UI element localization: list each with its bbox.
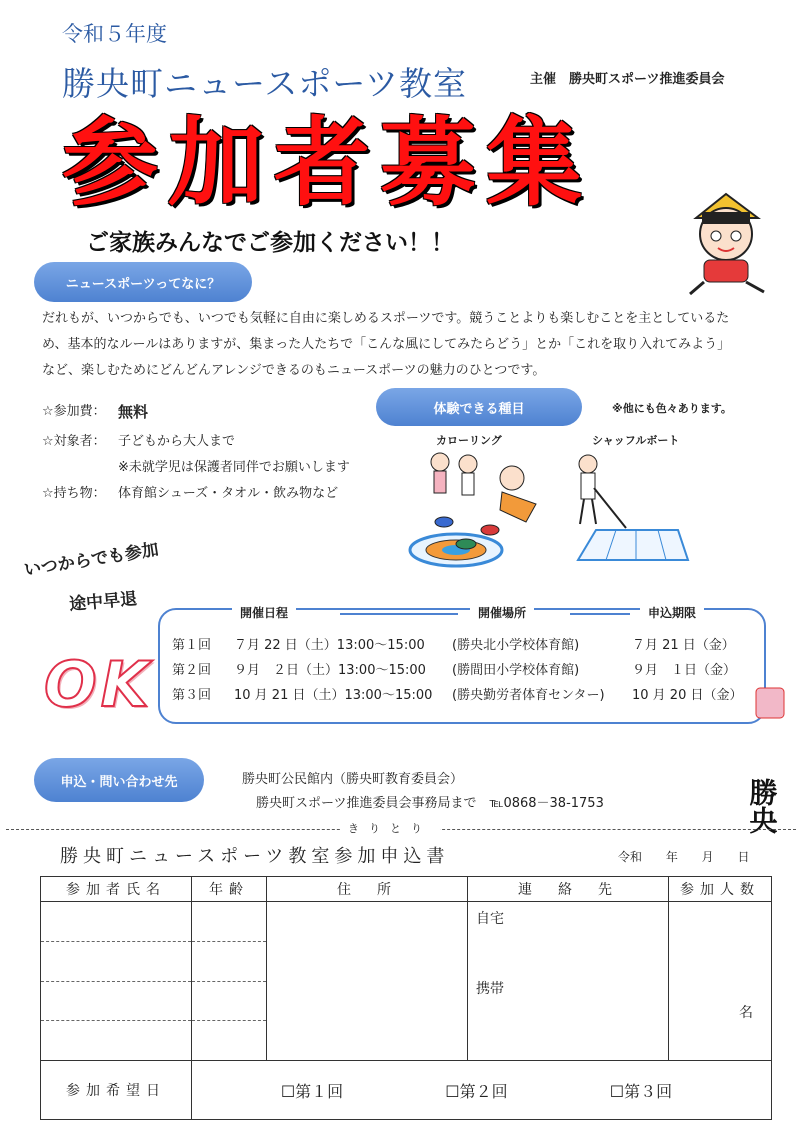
sports-pill: 体験できる種目 <box>376 388 582 426</box>
session-date: 10 月 21 日（土）13:00～15:00 <box>234 688 433 703</box>
bring-label: ☆持ち物： <box>42 486 106 501</box>
subheadline: ご家族みんなでご参加ください！！ <box>86 230 454 256</box>
count-field[interactable] <box>669 902 772 1061</box>
session-number: 第３回 <box>172 688 212 703</box>
about-pill: ニュースポーツってなに？ <box>34 262 252 302</box>
slogan-anytime: いつからでも参加 <box>22 539 161 581</box>
curling-illustration <box>406 446 556 570</box>
age-field[interactable] <box>192 902 267 1061</box>
shuffleboard-illustration <box>566 448 694 568</box>
fee-label: ☆参加費： <box>42 404 106 419</box>
session-place: (勝央北小学校体育館) <box>452 638 580 653</box>
contact-phone: 勝央町スポーツ推進委員会事務局まで ℡0868－38-1753 <box>256 796 604 811</box>
contact-office: 勝央町公民館内（勝央町教育委員会） <box>242 772 464 787</box>
target-note: ※未就学児は保護者同伴でお願いします <box>118 460 350 475</box>
about-text: だれもが、いつからでも、いつでも気軽に自由に楽しめるスポーツです。競うことよりも楽しむことを主としているため、基本的なルールはありますが、集まった人たちで「こんな風にしてみたらどう」とか「これを取り入れてみよう」など、楽しむためにどんどんアレンジできるのもニュースポーツの魅力のひとつです。 <box>42 311 731 378</box>
contact-pill: 申込・問い合わせ先 <box>34 758 204 802</box>
ok-graphic: OK <box>44 648 153 721</box>
session-deadline: ９月 １日（金） <box>632 663 737 678</box>
fiscal-year: 令和５年度 <box>62 22 167 46</box>
count-unit: 名 <box>739 1005 753 1021</box>
shuffleboard-label: シャッフルボート <box>592 434 680 447</box>
address-field[interactable] <box>267 902 468 1061</box>
home-phone-label: 自宅 <box>476 911 504 927</box>
target-value: 子どもから大人まで <box>118 434 236 449</box>
slogan-leave-early: 途中早退 <box>68 589 138 615</box>
session-place: (勝間田小学校体育館) <box>452 663 580 678</box>
form-title: 勝央町ニュースポーツ教室参加申込書 <box>60 846 450 867</box>
schedule-head-deadline: 申込期限 <box>640 604 704 621</box>
event-info <box>42 402 350 510</box>
header-age: 年齢 <box>192 877 267 902</box>
organizer: 主催 勝央町スポーツ推進委員会 <box>530 72 725 87</box>
session-date: ７月 22 日（土）13:00～15:00 <box>234 638 425 653</box>
option-session-3[interactable]: ☐第３回 <box>609 1081 673 1101</box>
schedule-head-place: 開催場所 <box>470 604 534 621</box>
cut-label: きりとり <box>340 820 440 836</box>
header-count: 参加人数 <box>669 877 772 902</box>
header-contact: 連 絡 先 <box>468 877 669 902</box>
session-deadline: 10 月 20 日（金） <box>632 688 743 703</box>
hope-label: 参加希望日 <box>41 1061 192 1120</box>
sports-note: ※他にも色々あります。 <box>612 402 732 415</box>
logo-text: 勝央 <box>745 778 779 834</box>
option-session-2[interactable]: ☐第２回 <box>445 1081 508 1101</box>
session-place: (勝央勤労者体育センター) <box>452 688 605 703</box>
session-number: 第２回 <box>172 663 212 678</box>
session-number: 第１回 <box>172 638 212 653</box>
bring-value: 体育館シューズ・タオル・飲み物など <box>118 486 339 501</box>
session-deadline: ７月 21 日（金） <box>632 638 735 653</box>
contact-field[interactable] <box>468 902 669 1061</box>
mascot-illustration <box>668 188 784 300</box>
page-title: 勝央町ニュースポーツ教室 <box>62 64 468 103</box>
option-session-1[interactable]: ☐第１回 <box>280 1081 344 1101</box>
curling-label: カローリング <box>436 434 502 447</box>
schedule-divider <box>570 613 630 615</box>
target-label: ☆対象者： <box>42 434 106 449</box>
town-logo <box>734 686 794 834</box>
header-name: 参加者氏名 <box>41 877 192 902</box>
schedule-divider <box>340 613 458 615</box>
header-address: 住 所 <box>267 877 468 902</box>
name-field[interactable] <box>41 902 192 1061</box>
mobile-phone-label: 携帯 <box>476 981 504 997</box>
application-form <box>40 876 772 1120</box>
form-date: 令和 年 月 日 <box>618 850 750 864</box>
session-date: ９月 ２日（土）13:00～15:00 <box>234 663 426 678</box>
headline: 参加者募集 <box>62 107 592 219</box>
schedule-head-date: 開催日程 <box>232 604 296 621</box>
hope-options <box>192 1061 772 1120</box>
fee-value: 無料 <box>118 403 149 421</box>
